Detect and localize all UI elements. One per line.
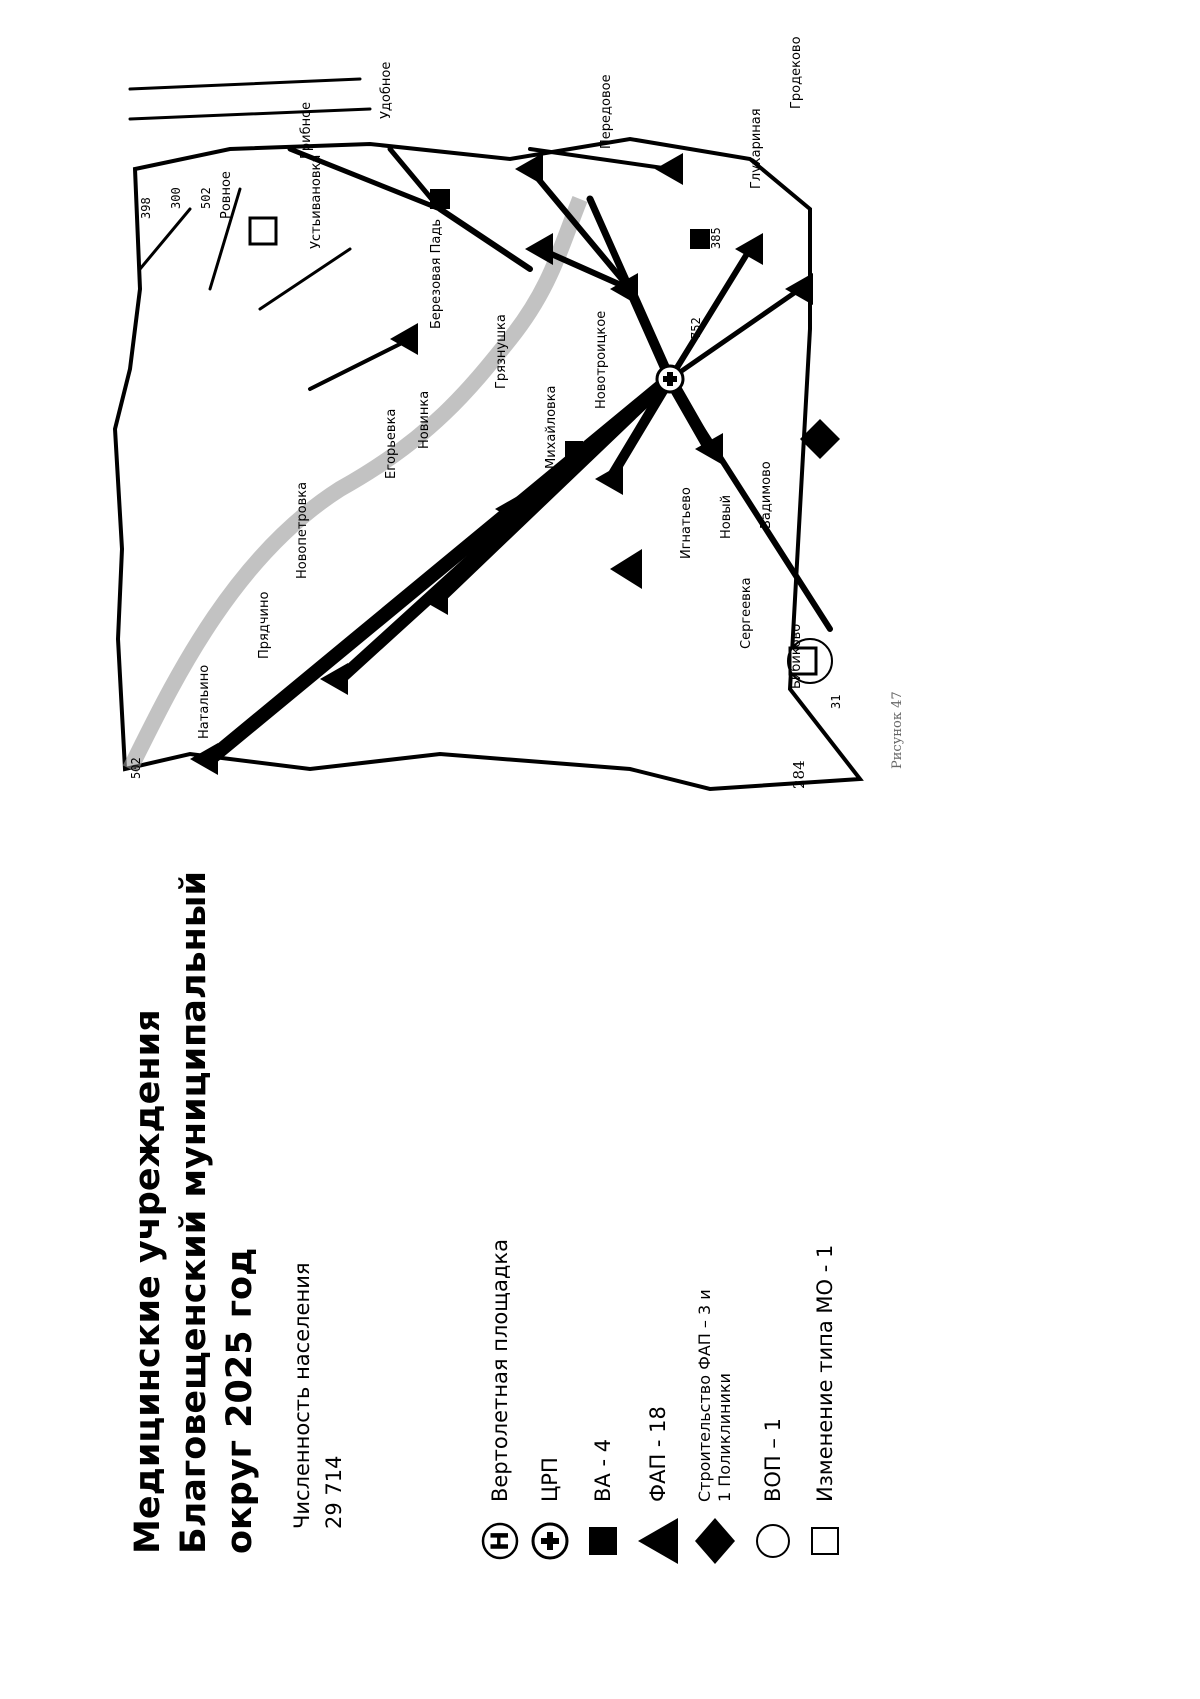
town-label: Новинка <box>417 390 432 449</box>
filled-diamond-icon <box>690 1508 740 1574</box>
legend-item-crp <box>525 1457 575 1574</box>
population-value: 29 714 <box>322 1455 346 1529</box>
town-label: Натальино <box>197 664 212 739</box>
town-label: Новотроицкое <box>594 310 609 409</box>
town-label: Ровное <box>219 171 234 219</box>
town-label: Вадимово <box>759 461 774 529</box>
legend-label: Изменение типа МО - 1 <box>813 1244 837 1502</box>
town-label: Новопетровка <box>295 481 310 579</box>
legend-item-helipad <box>475 1239 525 1574</box>
title-line-3: округ 2025 год <box>220 1247 260 1554</box>
legend-label: ВА - 4 <box>591 1438 615 1502</box>
town-label: Грибное <box>299 101 314 159</box>
road-label: 502 <box>199 187 213 209</box>
town-label: Новый <box>719 494 734 539</box>
town-label: Егорьевка <box>384 408 399 479</box>
legend-label: ФАП - 18 <box>646 1406 670 1502</box>
svg-text:H: H <box>486 1530 514 1552</box>
roads <box>130 79 830 759</box>
town-label: Прядчино <box>257 591 272 659</box>
district-map <box>110 19 890 809</box>
legend-label: ВОП – 1 <box>761 1418 785 1502</box>
town-label: Глухариная <box>749 108 764 189</box>
road-label: 385 <box>709 227 723 249</box>
legend-item-va <box>578 1439 628 1574</box>
town-label: Удобное <box>379 61 394 119</box>
legend-label: ЦРП <box>538 1457 562 1502</box>
filled-triangle-icon <box>633 1508 683 1574</box>
type-change-marker-2 <box>250 218 276 244</box>
town-label: Передовое <box>599 74 614 149</box>
plus-circle-icon <box>525 1508 575 1574</box>
town-label: Устьивановка <box>309 154 324 249</box>
filled-square-icon <box>578 1508 628 1574</box>
legend-item-fap <box>633 1406 683 1574</box>
circle-outline-icon <box>748 1508 798 1574</box>
town-labels <box>197 36 804 739</box>
population-label: Численность населения <box>290 1262 314 1529</box>
title-line-1: Медицинские учреждения <box>128 1009 168 1554</box>
square-outline-icon <box>800 1508 850 1574</box>
legend-label <box>695 1289 735 1502</box>
crp-marker <box>657 366 683 392</box>
page-number: 284 <box>790 760 808 789</box>
legend-label: Вертолетная площадка <box>488 1239 512 1502</box>
town-label: Березовая Падь <box>429 218 444 329</box>
road-label: 398 <box>139 197 153 219</box>
town-label: Бибиково <box>789 623 804 689</box>
road-label: 502 <box>129 757 143 779</box>
legend-label-line-1: Строительство ФАП – 3 и <box>695 1289 714 1502</box>
road-label: 752 <box>689 317 703 339</box>
road-label: 300 <box>169 187 183 209</box>
town-label: Михайловка <box>544 385 559 469</box>
town-label: Игнатьево <box>679 487 694 559</box>
helipad-h-circle-icon <box>475 1508 525 1574</box>
legend-label-line-2: 1 Поликлиники <box>715 1373 734 1502</box>
legend-item-construction <box>690 1289 740 1574</box>
legend-item-vop <box>748 1418 798 1574</box>
figure-caption: Рисунок 47 <box>890 691 905 769</box>
road-label: 31 <box>829 694 843 709</box>
town-label: Гродеково <box>789 36 804 109</box>
legend-item-type-change <box>800 1245 850 1574</box>
town-label: Грязнушка <box>494 314 509 389</box>
title-line-2: Благовещенский муниципальный <box>174 870 214 1554</box>
town-label: Сергеевка <box>739 577 754 649</box>
